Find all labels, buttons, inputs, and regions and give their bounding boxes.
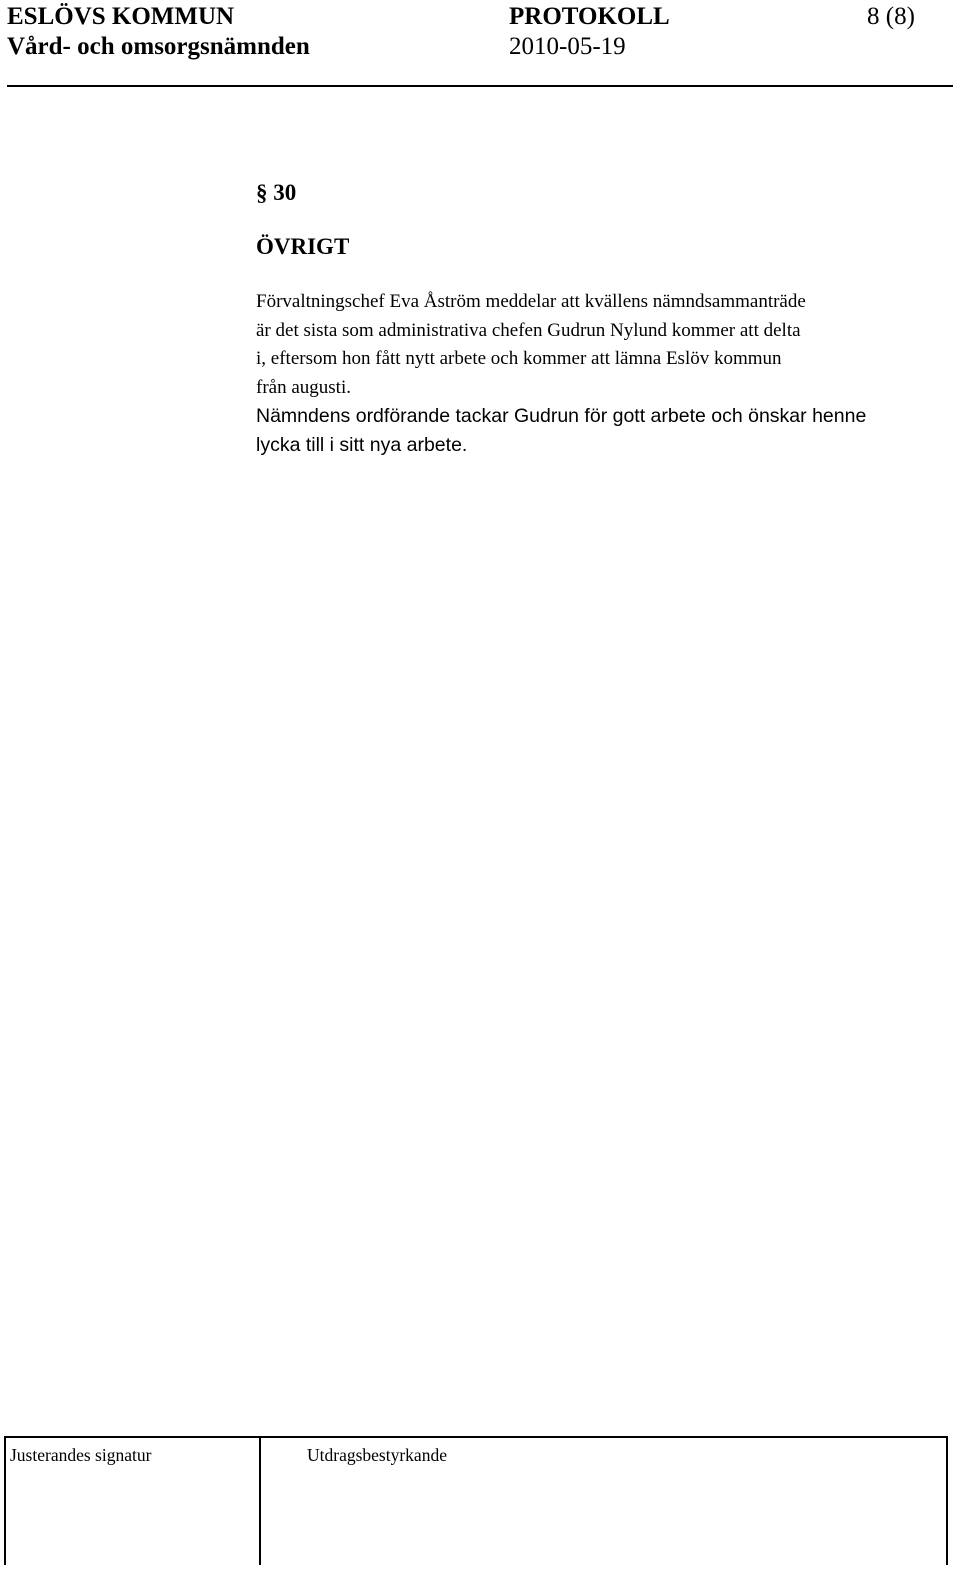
signature-box-divider xyxy=(259,1438,261,1565)
body-line: i, eftersom hon fått nytt arbete och kommer att lämna Eslöv kommun xyxy=(256,348,782,369)
certification-label: Utdragsbestyrkande xyxy=(307,1445,447,1465)
body-line: är det sista som administrativa chefen Gudrun Nylund kommer att delta xyxy=(256,319,801,341)
body-line: Förvaltningschef Eva Åström meddelar att kvällens nämndsammanträde xyxy=(256,291,806,312)
signature-label: Justerandes signatur xyxy=(10,1445,152,1465)
section-title: ÖVRIGT xyxy=(256,234,350,259)
committee-name: Vård- och omsorgsnämnden xyxy=(7,33,310,60)
paragraph-reference: § 30 xyxy=(256,180,297,205)
section-body xyxy=(256,288,936,459)
document-type: PROTOKOLL xyxy=(509,3,670,30)
signature-box xyxy=(4,1436,948,1565)
page-number: 8 (8) xyxy=(867,3,915,30)
body-line: Nämndens ordförande tackar Gudrun för gott arbete och önskar henne xyxy=(256,405,867,427)
meeting-date: 2010-05-19 xyxy=(509,33,626,60)
body-line: från augusti. xyxy=(256,376,351,398)
header-divider xyxy=(7,85,953,87)
organization-name: ESLÖVS KOMMUN xyxy=(7,3,235,30)
body-line: lycka till i sitt nya arbete. xyxy=(256,433,468,456)
